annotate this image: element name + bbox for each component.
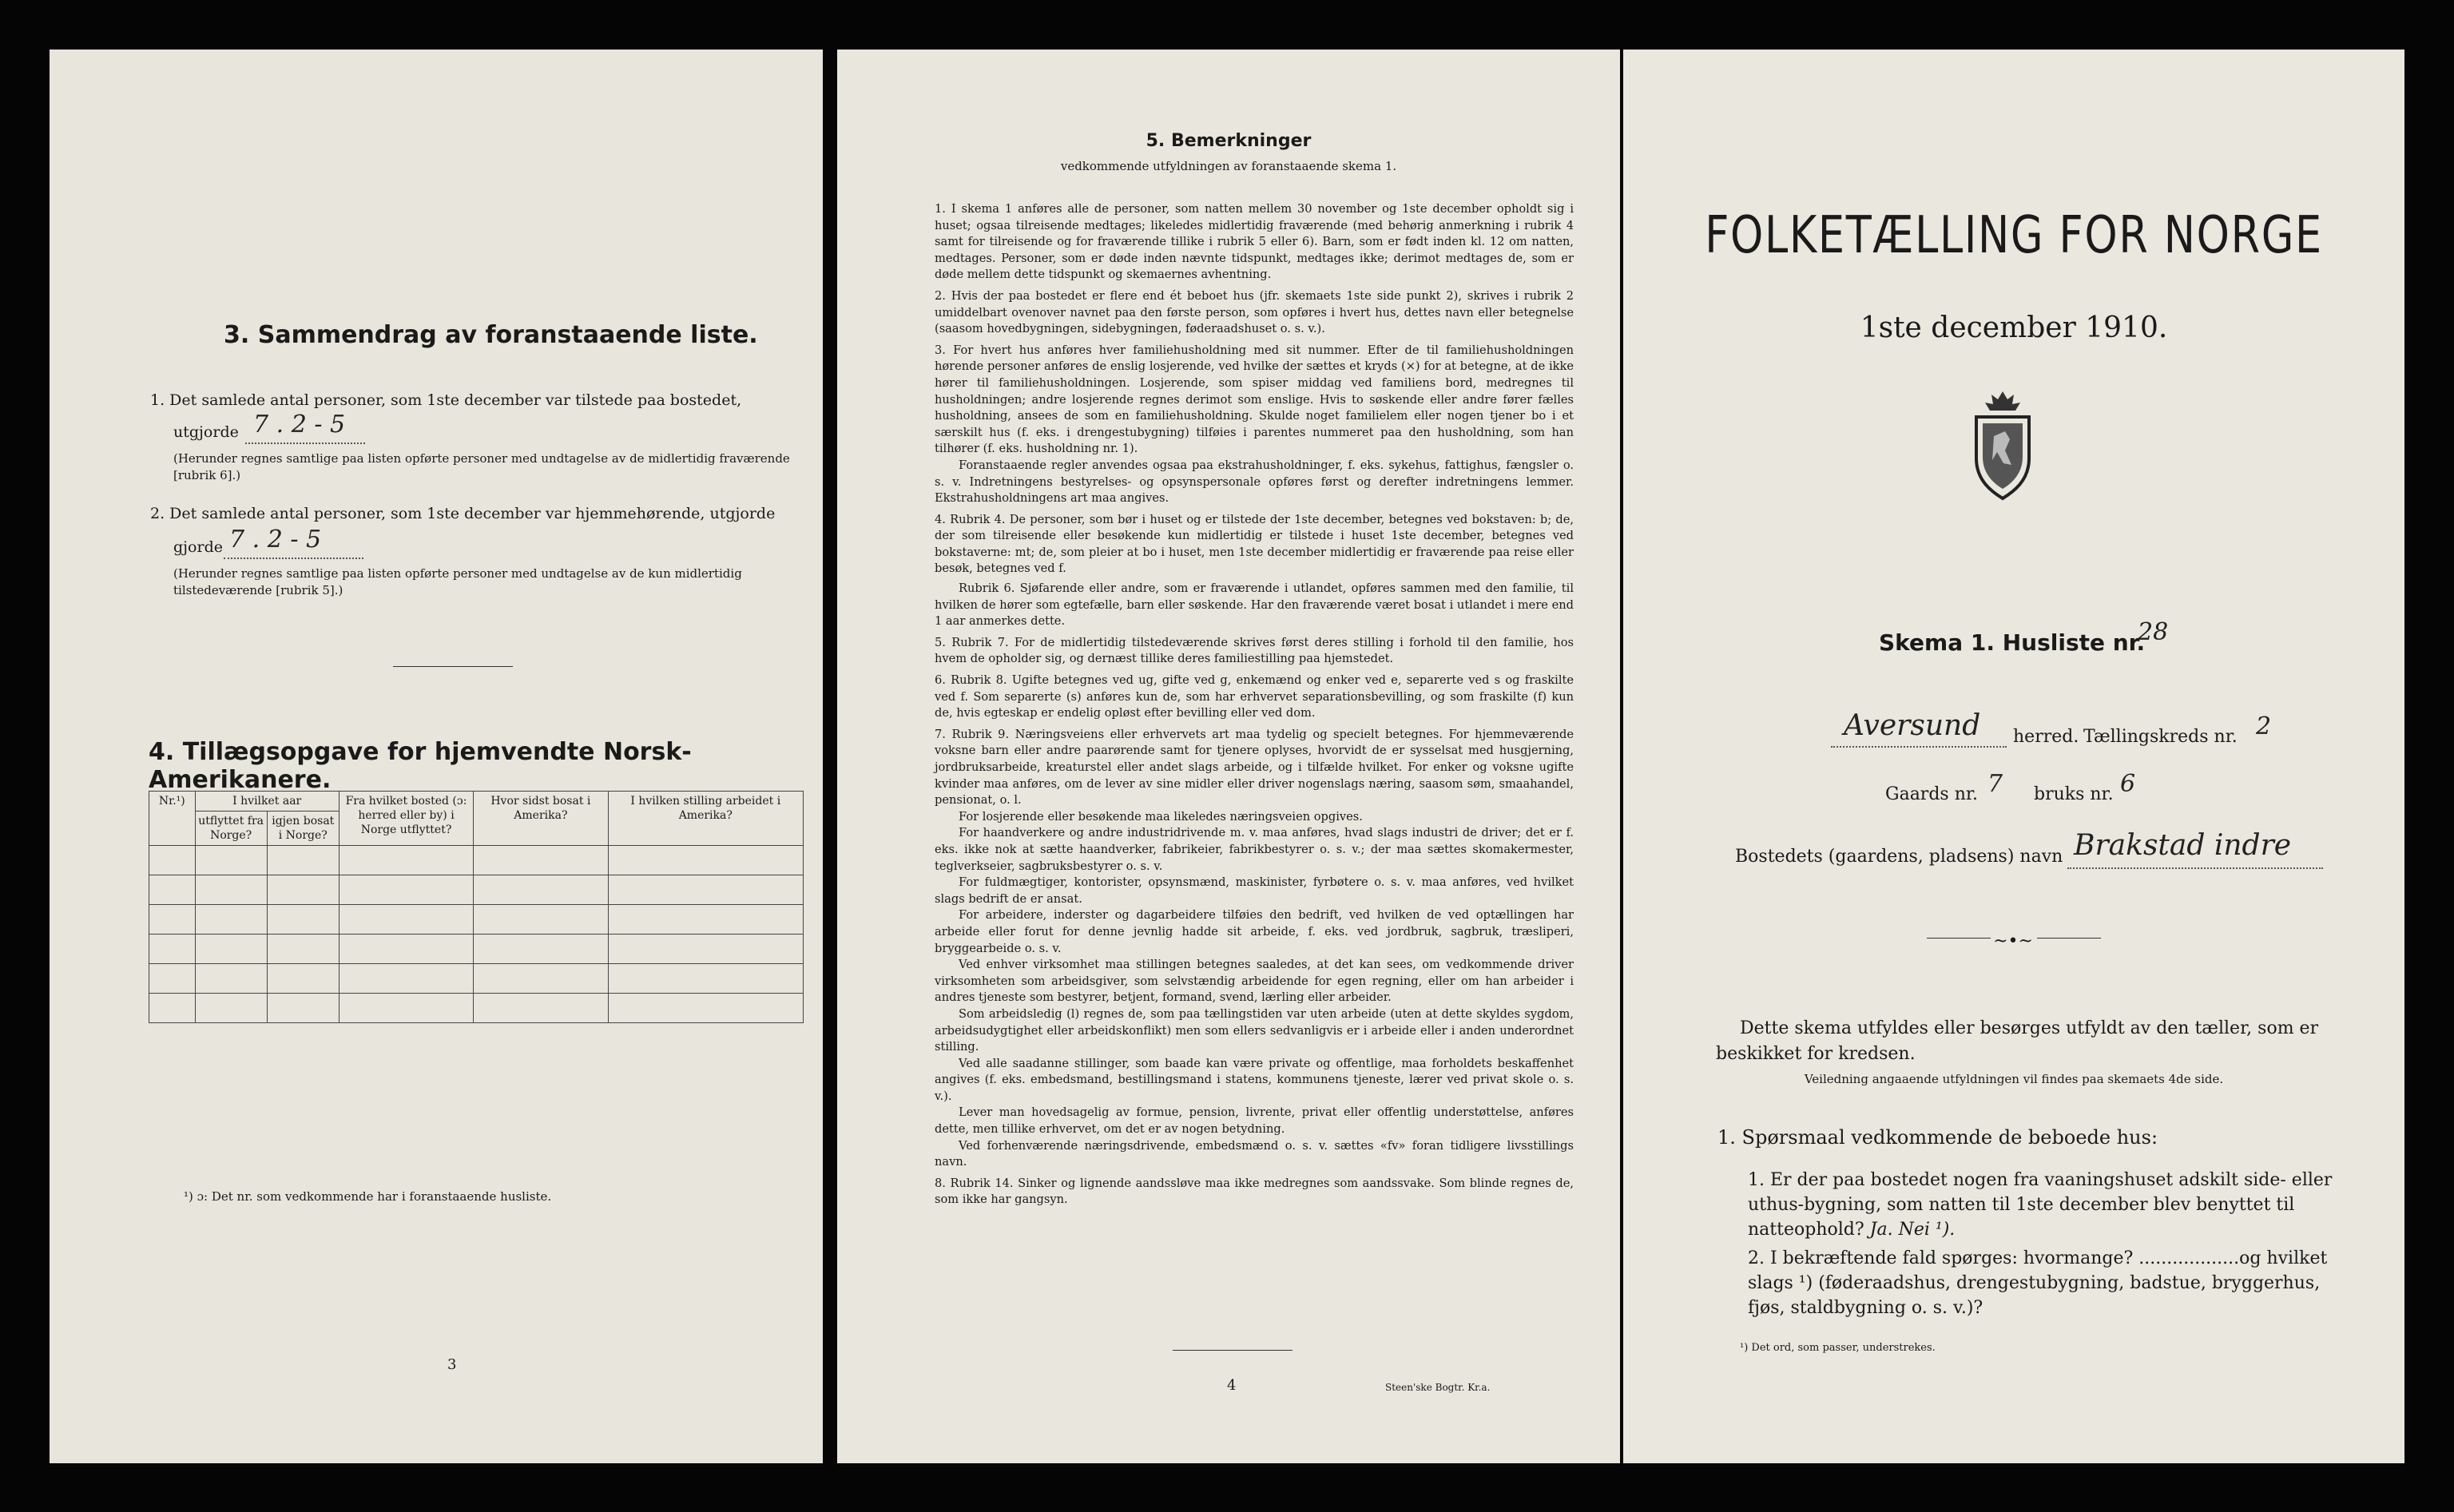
item1-prefix: utgjorde bbox=[173, 423, 239, 441]
questions-heading: 1. Spørsmaal vedkommende de beboede hus: bbox=[1717, 1126, 2158, 1149]
instructions: Dette skema utfyldes eller besørges utfyldt av den tæller, som er beskikket for kredsen. bbox=[1716, 1018, 2319, 1064]
coat-of-arms-icon bbox=[1967, 385, 2039, 505]
remark-paragraph: Ved forhenværende næringsdrivende, embedsmænd o. s. v. sættes «fv» foran tidligere livsstillings navn. bbox=[935, 1138, 1574, 1169]
remark-paragraph: For losjerende eller besøkende maa likeledes næringsveien opgives. bbox=[959, 809, 1363, 823]
item1-note: (Herunder regnes samtlige paa listen opførte personer med undtagelse av de midlertidig fraværende [rubrik 6].) bbox=[173, 451, 790, 482]
remark-paragraph: 8. Rubrik 14. Sinker og lignende aandssløve maa ikke medregnes som aandssvake. Som blinde regnes de, som ikke har gangsyn. bbox=[935, 1176, 1574, 1207]
schema-label: Skema 1. Husliste nr. bbox=[1879, 629, 2146, 656]
remarks-body bbox=[935, 201, 1574, 1208]
bosted-dotted-line bbox=[2067, 867, 2323, 869]
bosted-value: Brakstad indre bbox=[2074, 829, 2292, 862]
question-1-text: 1. Er der paa bostedet nogen fra vaaningshuset adskilt side- eller uthus-bygning, som natten til 1ste december blev benyttet til natteophold? bbox=[1748, 1170, 2333, 1240]
section3-title: 3. Sammendrag av foranstaaende liste. bbox=[224, 321, 758, 349]
remark-paragraph: For arbeidere, inderster og dagarbeidere tilføies den bedrift, ved hvilken de ved optællingen har arbeide eller forut for denne jevnlig hadde sit arbeide, f. eks. ved jordbruk, sagbruk, træsliperi, bryggearbeide o. s. v. bbox=[935, 908, 1574, 955]
remark-paragraph: Som arbeidsledig (l) regnes de, som paa tællingstiden var uten arbeide (uten at dette skyldes sygdom, arbeidsudygtighet eller arbeidskonflikt) men som ellers sedvanligvis er i arbeide eller i anden underordnet stilling. bbox=[935, 1006, 1574, 1054]
table-row bbox=[149, 994, 804, 1023]
item1-dotted-line bbox=[245, 442, 365, 444]
table-footnote: ¹) ɔ: Det nr. som vedkommende har i foranstaaende husliste. bbox=[184, 1189, 552, 1204]
th-nr: Nr.¹) bbox=[149, 792, 196, 846]
table-row bbox=[149, 875, 804, 905]
table-row bbox=[149, 905, 804, 935]
gaards-label: Gaards nr. bbox=[1885, 784, 1978, 804]
th-emigrated: utflyttet fra Norge? bbox=[195, 812, 267, 846]
page-number-3: 3 bbox=[447, 1356, 457, 1373]
herred-dotted-line bbox=[1831, 746, 2007, 748]
item1-handwritten-value: 7 . 2 - 5 bbox=[253, 411, 346, 439]
remark-paragraph: 5. Rubrik 7. For de midlertidig tilstedeværende skrives først deres stilling i forhold til den familie, hos hvem de opholder sig, og dernæst tillike deres familiestilling paa hjemstedet. bbox=[935, 635, 1574, 666]
item2-text: 2. Det samlede antal personer, som 1ste december var hjemmehørende, utgjorde bbox=[150, 505, 776, 522]
table-row bbox=[149, 935, 804, 964]
kreds-value: 2 bbox=[2256, 712, 2272, 740]
remark-paragraph: For haandverkere og andre industridrivende m. v. maa anføres, hvad slags industri de driver; det er f. eks. ikke nok at sætte haandverker, fabrikeier, fabrikbestyrer o. s. v.; der maa sættes skomakermester, teglverkseier, sagbruksbestyrer o. s. v. bbox=[935, 826, 1574, 873]
th-position: I hvilken stilling arbeidet i Amerika? bbox=[608, 792, 803, 846]
ornament: ~•~ bbox=[1993, 931, 2033, 951]
remark-paragraph: Foranstaaende regler anvendes ogsaa paa ekstrahusholdninger, f. eks. sykehus, fattighus, fængsler o. s. v. Indretningens bestyrelses- og opsynspersonale opføres først og derefter indretningens lemmer. Ekstrahusholdningens art maa angives. bbox=[935, 458, 1574, 506]
bruks-value: 6 bbox=[2120, 770, 2136, 798]
question-2: 2. I bekræftende fald spørges: hvormange? ..................og hvilket slags ¹) (føderaadshus, drengestubygning, badstue, bryggerhus, fjøs, staldbygning o. s. v.)? bbox=[1748, 1248, 2328, 1318]
remark-paragraph: 2. Hvis der paa bostedet er flere end ét beboet hus (jfr. skemaets 1ste side punkt 2), skrives i rubrik 2 umiddelbart ovenover navnet paa den første person, som opføres i hvert hus, dettes navn eller betegnelse (saasom hovedbygningen, sidebygningen, føderaadshuset o. s. v.). bbox=[935, 288, 1574, 336]
herred-value: Aversund bbox=[1844, 709, 1981, 742]
husliste-nr-value: 28 bbox=[2138, 618, 2169, 646]
divider bbox=[1173, 1350, 1293, 1351]
bruks-label: bruks nr. bbox=[2034, 784, 2114, 804]
remark-paragraph: Ved enhver virksomhet maa stillingen betegnes saaledes, at det kan sees, om vedkommende driver virksomheten som arbeidsgiver, som selvstændig arbeidende for egen regning, eller om han arbeider i andres tjeneste som bestyrer, betjent, formand, svend, lærling eller arbeider. bbox=[935, 958, 1574, 1005]
question-1 bbox=[1748, 1168, 2339, 1242]
printer-mark: Steen'ske Bogtr. Kr.a. bbox=[1385, 1382, 1491, 1393]
remark-paragraph: 3. For hvert hus anføres hver familiehusholdning med sit nummer. Efter de til familiehusholdningen hørende personer anføres de enslig losjerende, ved hvilke der sættes et kryds (×) for at betegne, at de ikke hører til familiehusholdningen. Losjerende, som spiser middag ved familiens bord, medregnes til husholdningen; andre losjerende regnes derimot som enslige. Hvis to søskende eller andre fører fælles husholdning, ansees de som en familiehusholdning. Skulde noget familielem eller nogen tjener bo i et særskilt hus (f. eks. i drengestubygning) tilføies i parentes nummeret paa den husholdning, som han tilhører (f. eks. husholdning nr. 1). bbox=[935, 343, 1574, 456]
item1-text: 1. Det samlede antal personer, som 1ste december var tilstede paa bostedet, bbox=[150, 391, 742, 409]
page-middle bbox=[837, 50, 1620, 1463]
remark-paragraph: 1. I skema 1 anføres alle de personer, som natten mellem 30 november og 1ste december opholdt sig i huset; ogsaa tilreisende medtages; likeledes midlertidig fraværende (med behørig anmerkning i rubrik 4 samt for tilreisende og for fraværende tillike i rubrik 5 eller 6). Barn, som er født inden kl. 12 om natten, medtages. Personer, som er døde inden nævnte tidspunkt, medtages ikke; derimot medtages de, som er døde mellem dette tidspunkt og skemaernes avhentning. bbox=[935, 202, 1574, 282]
page-number-4: 4 bbox=[1227, 1377, 1237, 1394]
question-1-answer: Ja. Nei ¹). bbox=[1869, 1220, 1956, 1240]
gaards-value: 7 bbox=[1987, 770, 2003, 798]
item2-note: (Herunder regnes samtlige paa listen opførte personer med undtagelse av de kun midlertidig tilstedeværende [rubrik 5].) bbox=[173, 566, 742, 597]
divider bbox=[393, 666, 513, 667]
table-row bbox=[149, 846, 804, 875]
ornament-line-right bbox=[2037, 938, 2101, 939]
footnote: ¹) Det ord, som passer, understrekes. bbox=[1740, 1342, 1936, 1354]
remark-paragraph: 6. Rubrik 8. Ugifte betegnes ved ug, gifte ved g, enkemænd og enker ved e, separerte ved s og fraskilte ved f. Som separerte (s) anføres kun de, som har erhvervet separationsbevilling, og som fraskilte (f) kun de, hvis egteskap er endelig opløst efter bevilling eller ved dom. bbox=[935, 673, 1574, 720]
remark-paragraph: 7. Rubrik 9. Næringsveiens eller erhvervets art maa tydelig og specielt betegnes. For hjemmeværende voksne barn eller andre paarørende samt for tjenere oplyses, hvorvidt de er sysselsat med husgjerning, jordbruksarbeide, kreaturstel eller andet slags arbeide, og i tilfælde hvilket. For enker og voksne ugifte kvinder maa anføres, om de lever av sine midler eller driver nogenslags næring, saasom søm, smaahandel, pensionat, o. l. bbox=[935, 727, 1574, 808]
page-left bbox=[50, 50, 823, 1463]
bosted-label: Bostedets (gaardens, pladsens) navn bbox=[1735, 847, 2063, 867]
remark-paragraph: Rubrik 6. Sjøfarende eller andre, som er fraværende i utlandet, opføres sammen med den familie, til hvilken de hører som egtefælle, barn eller søskende. Har den fraværende været bosat i utlandet i mere end 1 aar anmerkes dette. bbox=[935, 581, 1574, 629]
norsk-amerikaner-table bbox=[149, 791, 804, 1023]
herred-label: herred. bbox=[2013, 727, 2079, 747]
item2-handwritten-value: 7 . 2 - 5 bbox=[229, 526, 322, 554]
remark-paragraph: 4. Rubrik 4. De personer, som bør i huset og er tilstede der 1ste december, betegnes ved bokstaven: b; de, der som tilreisende eller besøkende kun midlertidig er tilstede i huset 1ste december, betegnes ved bokstaverne: mt; de, som pleier at bo i huset, men 1ste december midlertidig er fraværende paa reise eller besøk, betegnes ved f. bbox=[935, 512, 1574, 576]
remarks-title: 5. Bemerkninger bbox=[1146, 131, 1312, 151]
census-date: 1ste december 1910. bbox=[1860, 312, 2168, 344]
th-where-last: Hvor sidst bosat i Amerika? bbox=[474, 792, 608, 846]
item2-prefix: gjorde bbox=[173, 538, 223, 556]
th-from-where: Fra hvilket bosted (ɔ: herred eller by) i Norge utflyttet? bbox=[339, 792, 473, 846]
page-right bbox=[1623, 50, 2404, 1463]
remark-paragraph: Ved alle saadanne stillinger, som baade kan være private og offentlige, maa forholdets beskaffenhet angives (f. eks. embedsmand, bestillingsmand i statens, kommunens tjeneste, lærer ved privat skole o. s. v.). bbox=[935, 1056, 1574, 1103]
th-year-group: I hvilket aar bbox=[195, 792, 339, 812]
section4-title: 4. Tillægsopgave for hjemvendte Norsk-Amerikanere. bbox=[149, 738, 692, 794]
remarks-subtitle: vedkommende utfyldningen av foranstaaende skema 1. bbox=[1060, 159, 1397, 173]
ornament-line-left bbox=[1927, 938, 1991, 939]
th-returned: igjen bosat i Norge? bbox=[267, 812, 339, 846]
main-title: FOLKETÆLLING FOR NORGE bbox=[1705, 206, 2323, 265]
guidance: Veiledning angaaende utfyldningen vil findes paa skemaets 4de side. bbox=[1804, 1072, 2224, 1086]
remark-paragraph: Lever man hovedsagelig av formue, pension, livrente, privat eller offentlig understøttelse, anføres dette, men tillike erhvervet, om det er av nogen betydning. bbox=[935, 1105, 1574, 1137]
remark-paragraph: For fuldmægtiger, kontorister, opsynsmænd, maskinister, fyrbøtere o. s. v. maa anføres, ved hvilket slags bedrift de er ansat. bbox=[935, 875, 1574, 906]
item2-dotted-line bbox=[224, 558, 363, 559]
kreds-label: Tællingskreds nr. bbox=[2083, 727, 2238, 747]
table-row bbox=[149, 964, 804, 994]
